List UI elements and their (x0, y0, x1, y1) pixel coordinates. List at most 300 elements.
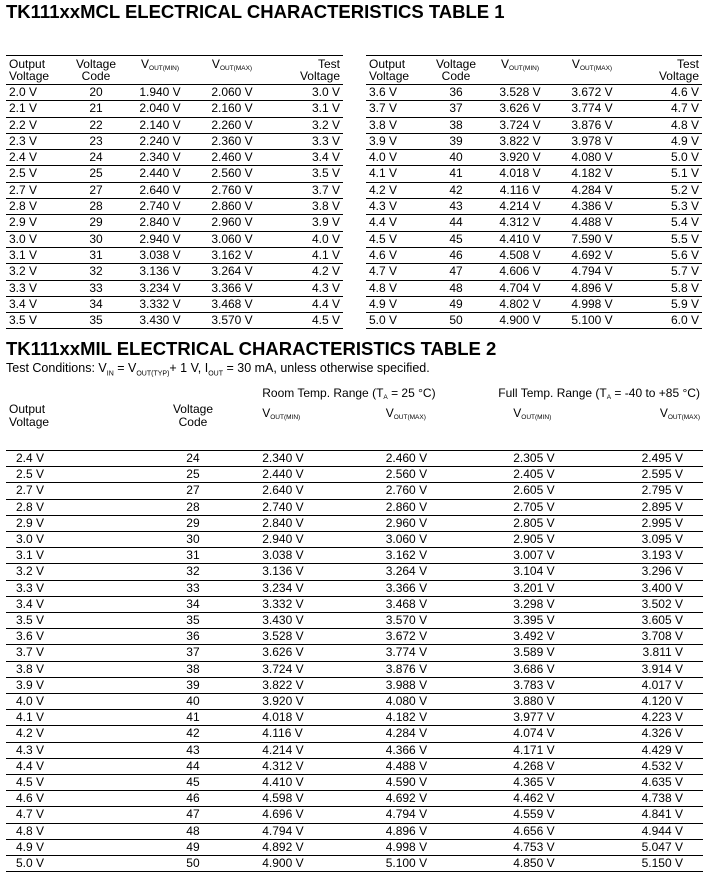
table-cell: 4.018 V (259, 710, 382, 726)
table-cell: 3.626 V (484, 101, 556, 117)
table-cell: 2.640 V (124, 182, 196, 198)
table-cell: 4.284 V (556, 182, 628, 198)
table-cell: 36 (127, 629, 260, 645)
header-text: Room Temp. Range (T (262, 386, 384, 400)
table-row (6, 856, 703, 872)
table-cell: 2.340 V (259, 451, 382, 467)
header-subscript: OUT(MAX) (219, 65, 253, 72)
table-cell: 4.3 V (6, 742, 127, 758)
table-cell: 42 (428, 182, 484, 198)
table-cell: 39 (428, 133, 484, 149)
table-cell: 4.182 V (556, 166, 628, 182)
table-cell: 49 (127, 839, 260, 855)
table-cell: 3.8 V (6, 661, 127, 677)
table-cell: 3.7 V (366, 101, 428, 117)
header-line: Output (9, 57, 46, 71)
table-cell: 3.822 V (484, 133, 556, 149)
table-cell: 25 (127, 467, 260, 483)
table-cell: 2.0 V (6, 85, 68, 101)
table-row (6, 247, 343, 263)
table-cell: 29 (68, 215, 124, 231)
table-cell: 4.080 V (556, 150, 628, 166)
table-cell: 2.960 V (196, 215, 268, 231)
table-row (6, 775, 703, 791)
table-row (6, 182, 343, 198)
table-cell: 2.140 V (124, 117, 196, 133)
table-cell: 2.060 V (196, 85, 268, 101)
header-symbol: V (385, 406, 394, 420)
table-row (6, 694, 703, 710)
table-cell: 3.978 V (556, 133, 628, 149)
table-cell: 4.606 V (484, 264, 556, 280)
col-vout-min-header (484, 56, 556, 85)
table-cell: 35 (89, 313, 103, 328)
table-cell: 3.366 V (383, 580, 496, 596)
header-symbol: V (211, 57, 220, 71)
table-cell: 5.2 V (628, 182, 702, 198)
table-cell: 4.4 V (6, 758, 127, 774)
table-cell: 4.429 V (625, 742, 703, 758)
table-cell: 23 (68, 133, 124, 149)
table-row (366, 313, 702, 329)
table-cell: 4.802 V (484, 296, 556, 312)
table-cell: 44 (428, 215, 484, 231)
table-cell: 49 (428, 296, 484, 312)
table-cell: 4.3 V (268, 280, 343, 296)
table-cell: 3.774 V (383, 645, 496, 661)
col-output-voltage-header (6, 384, 127, 451)
table-cell: 47 (428, 264, 484, 280)
table-cell: 4.312 V (484, 215, 556, 231)
table-cell: 50 (186, 856, 200, 871)
table-cell: 3.332 V (259, 596, 382, 612)
table-cell: 2.460 V (383, 451, 496, 467)
table-row (6, 677, 703, 693)
table-cell: 3.672 V (383, 629, 496, 645)
table-cell: 2.460 V (196, 150, 268, 166)
table-cell: 4.794 V (383, 807, 496, 823)
table-cell: 28 (127, 499, 260, 515)
table-cell: 4.6 V (628, 85, 702, 101)
header-text: = -40 to +85 °C) (611, 386, 700, 400)
table-row (6, 515, 703, 531)
table-cell: 2.5 V (6, 467, 127, 483)
header-line: Voltage (369, 69, 410, 83)
table-cell: 3.876 V (383, 661, 496, 677)
table-cell: 3.234 V (259, 580, 382, 596)
header-symbol: V (659, 406, 668, 420)
table-row (6, 451, 703, 467)
table-row (366, 199, 702, 215)
table-cell: 3.589 V (495, 645, 625, 661)
table-cell: 3.1 V (268, 101, 343, 117)
table-cell: 24 (127, 451, 260, 467)
table-cell: 2.7 V (6, 182, 68, 198)
table-row (6, 823, 703, 839)
table-row (6, 807, 703, 823)
table-cell: 4.268 V (495, 758, 625, 774)
header-subscript: OUT(MAX) (667, 414, 700, 421)
table-cell: 2.405 V (495, 467, 625, 483)
table-cell: 3.296 V (625, 564, 703, 580)
table-cell: 30 (68, 231, 124, 247)
table-cell: 4.0 V (268, 231, 343, 247)
table-row (6, 580, 703, 596)
table-cell: 2.895 V (625, 499, 703, 515)
table-cell: 4.223 V (625, 710, 703, 726)
table-cell: 4.738 V (625, 791, 703, 807)
header-symbol: V (513, 406, 522, 420)
table-cell: 41 (127, 710, 260, 726)
table-cell: 4.4 V (366, 215, 428, 231)
table-cell: 2.995 V (625, 515, 703, 531)
col-vout-min-header (124, 56, 196, 85)
table-cell: 4.9 V (366, 296, 428, 312)
table-cell: 5.0 V (16, 856, 45, 871)
table-cell: 4.080 V (383, 694, 496, 710)
col-output-voltage-header (366, 56, 428, 85)
table-cell: 3.708 V (625, 629, 703, 645)
table-cell: 3.095 V (625, 532, 703, 548)
test-conditions (6, 361, 430, 378)
table-row (366, 133, 702, 149)
table-cell: 34 (68, 296, 124, 312)
header-line: Code (178, 415, 208, 429)
table-cell: 4.508 V (484, 247, 556, 263)
table-cell: 4.120 V (625, 694, 703, 710)
table-cell: 5.1 V (628, 166, 702, 182)
table-cell: 3.502 V (625, 596, 703, 612)
table-cell: 5.7 V (628, 264, 702, 280)
cond-text: Test Conditions: V (6, 361, 107, 375)
table-row (6, 629, 703, 645)
table-cell: 3.5 V (9, 313, 38, 328)
table-cell: 3.724 V (484, 117, 556, 133)
table-cell: 46 (428, 247, 484, 263)
table-cell: 4.900 V (262, 856, 304, 871)
table-cell: 3.605 V (625, 613, 703, 629)
table-cell: 4.598 V (259, 791, 382, 807)
header-subscript: OUT(MIN) (270, 414, 301, 421)
table-cell: 4.9 V (6, 839, 127, 855)
table-cell: 2.3 V (6, 133, 68, 149)
table-cell: 4.5 V (311, 313, 340, 328)
table-cell: 4.896 V (383, 823, 496, 839)
table-cell: 3.492 V (495, 629, 625, 645)
table-cell: 2.960 V (383, 515, 496, 531)
table-cell: 24 (68, 150, 124, 166)
header-line: Code (81, 69, 111, 83)
table-cell: 2.760 V (383, 483, 496, 499)
table-row (6, 532, 703, 548)
table-cell: 4.410 V (259, 775, 382, 791)
table-cell: 4.841 V (625, 807, 703, 823)
table-cell: 4.326 V (625, 726, 703, 742)
table-cell: 44 (127, 758, 260, 774)
table-cell: 2.605 V (495, 483, 625, 499)
room-vout-min-header (259, 404, 382, 451)
table-cell: 3.5 V (268, 166, 343, 182)
table-cell: 21 (68, 101, 124, 117)
table-row (6, 548, 703, 564)
table-cell: 3.4 V (6, 596, 127, 612)
table-row (6, 483, 703, 499)
table-cell: 3.822 V (259, 677, 382, 693)
table-cell: 4.365 V (495, 775, 625, 791)
table-cell: 33 (127, 580, 260, 596)
table-row (366, 264, 702, 280)
table-cell: 4.998 V (383, 839, 496, 855)
table-row (6, 280, 343, 296)
table-cell: 48 (428, 280, 484, 296)
table-cell: 31 (127, 548, 260, 564)
table-cell: 2.940 V (259, 532, 382, 548)
table-row (366, 247, 702, 263)
table-cell: 27 (68, 182, 124, 198)
table-cell: 2.705 V (495, 499, 625, 515)
table-cell: 3.366 V (196, 280, 268, 296)
header-line: Voltage (9, 415, 50, 429)
table-cell: 4.116 V (484, 182, 556, 198)
table-row (6, 499, 703, 515)
header-subscript: OUT(MIN) (521, 414, 552, 421)
table-cell: 3.3 V (6, 280, 68, 296)
table-row (366, 117, 702, 133)
table-cell: 3.0 V (6, 231, 68, 247)
table-cell: 3.724 V (259, 661, 382, 677)
header-symbol: V (262, 406, 271, 420)
table-cell: 5.047 V (625, 839, 703, 855)
table-cell: 2.5 V (6, 166, 68, 182)
table-cell: 4.896 V (556, 280, 628, 296)
table-cell: 2.8 V (6, 499, 127, 515)
table-cell: 2.495 V (625, 451, 703, 467)
header-line: Test (317, 57, 340, 71)
table-cell: 2.840 V (124, 215, 196, 231)
header-line: Voltage (9, 69, 50, 83)
table-cell: 4.410 V (484, 231, 556, 247)
table-cell: 4.8 V (366, 280, 428, 296)
table-cell: 2.740 V (259, 499, 382, 515)
table-cell: 3.2 V (6, 564, 127, 580)
table-cell: 3.162 V (383, 548, 496, 564)
table-cell: 37 (428, 101, 484, 117)
table-row (366, 166, 702, 182)
table-cell: 3.528 V (484, 85, 556, 101)
table-cell: 2.940 V (124, 231, 196, 247)
table-cell: 38 (127, 661, 260, 677)
header-subscript: OUT(MIN) (509, 65, 539, 72)
table-cell: 48 (127, 823, 260, 839)
table-cell: 5.5 V (628, 231, 702, 247)
table-cell: 36 (428, 85, 484, 101)
table-cell: 3.193 V (625, 548, 703, 564)
table-cell: 2.640 V (259, 483, 382, 499)
table-row (366, 85, 702, 101)
table-cell: 2.040 V (124, 101, 196, 117)
table-cell: 3.914 V (625, 661, 703, 677)
table1-title: TK111xxMCL ELECTRICAL CHARACTERISTICS TABLE 1 (6, 1, 505, 22)
table-cell: 3.6 V (6, 629, 127, 645)
table-cell: 47 (127, 807, 260, 823)
header-subscript: A (383, 394, 388, 401)
header-subscript: OUT(MAX) (393, 414, 426, 421)
table-cell: 4.2 V (268, 264, 343, 280)
table-cell: 3.570 V (211, 313, 253, 328)
table-row (6, 231, 343, 247)
table-row (6, 758, 703, 774)
table-cell: 39 (127, 677, 260, 693)
table-cell: 3.060 V (196, 231, 268, 247)
table-cell: 28 (68, 199, 124, 215)
table-cell: 2.9 V (6, 215, 68, 231)
table-cell: 32 (127, 564, 260, 580)
table-cell: 3.686 V (495, 661, 625, 677)
table-cell: 2.8 V (6, 199, 68, 215)
table-cell: 4.488 V (383, 758, 496, 774)
table-row (6, 742, 703, 758)
table-cell: 4.559 V (495, 807, 625, 823)
table-cell: 3.1 V (6, 247, 68, 263)
table-cell: 3.570 V (383, 613, 496, 629)
table-cell: 4.488 V (556, 215, 628, 231)
table-cell: 4.753 V (495, 839, 625, 855)
header-text: Full Temp. Range (T (498, 386, 607, 400)
table-cell: 3.783 V (495, 677, 625, 693)
table-cell: 2.305 V (495, 451, 625, 467)
full-temp-header (495, 384, 703, 404)
table-cell: 3.201 V (495, 580, 625, 596)
table-cell: 3.8 V (366, 117, 428, 133)
table-cell: 3.038 V (124, 247, 196, 263)
table-cell: 5.4 V (628, 215, 702, 231)
table-cell: 3.2 V (6, 264, 68, 280)
table-cell: 4.284 V (383, 726, 496, 742)
table-cell: 5.3 V (628, 199, 702, 215)
table-cell: 3.774 V (556, 101, 628, 117)
table-cell: 38 (428, 117, 484, 133)
table-cell: 3.988 V (383, 677, 496, 693)
table-cell: 4.892 V (259, 839, 382, 855)
table-cell: 3.9 V (6, 677, 127, 693)
table-cell: 3.395 V (495, 613, 625, 629)
table-cell: 35 (127, 613, 260, 629)
table-cell: 30 (127, 532, 260, 548)
col-vout-max-header (556, 56, 628, 85)
table1-right (366, 55, 702, 329)
table-cell: 5.100 V (385, 856, 428, 871)
table-cell: 2.4 V (6, 150, 68, 166)
table-row (6, 166, 343, 182)
table-cell: 3.430 V (139, 313, 181, 328)
table-cell: 4.8 V (6, 823, 127, 839)
table-cell: 4.692 V (383, 791, 496, 807)
header-line: Code (441, 69, 471, 83)
table-row (6, 726, 703, 742)
table-cell: 22 (68, 117, 124, 133)
table-cell: 2.360 V (196, 133, 268, 149)
table-cell: 5.8 V (628, 280, 702, 296)
table-cell: 3.672 V (556, 85, 628, 101)
table-cell: 2.7 V (6, 483, 127, 499)
room-temp-header (259, 384, 495, 404)
table-cell: 3.5 V (6, 613, 127, 629)
table-cell: 2.860 V (383, 499, 496, 515)
table-cell: 3.528 V (259, 629, 382, 645)
table-row (366, 296, 702, 312)
table-cell: 4.944 V (625, 823, 703, 839)
table-cell: 3.468 V (196, 296, 268, 312)
table-cell: 2.440 V (259, 467, 382, 483)
full-vout-min-header (495, 404, 625, 451)
table-cell: 20 (68, 85, 124, 101)
table-cell: 3.3 V (6, 580, 127, 596)
table-cell: 2.805 V (495, 515, 625, 531)
table-cell: 4.2 V (6, 726, 127, 742)
table-cell: 4.214 V (484, 199, 556, 215)
table-cell: 3.0 V (268, 85, 343, 101)
col-voltage-code-header (68, 56, 124, 85)
table-cell: 3.920 V (484, 150, 556, 166)
table-cell: 5.9 V (628, 296, 702, 312)
table-cell: 29 (127, 515, 260, 531)
table-cell: 4.0 V (6, 694, 127, 710)
table-cell: 27 (127, 483, 260, 499)
table-cell: 3.162 V (196, 247, 268, 263)
table-cell: 2.440 V (124, 166, 196, 182)
table-cell: 4.794 V (556, 264, 628, 280)
table-cell: 2.1 V (6, 101, 68, 117)
table-cell: 3.7 V (6, 645, 127, 661)
table-cell: 4.900 V (499, 313, 541, 328)
table-cell: 1.940 V (124, 85, 196, 101)
header-line: Voltage (658, 69, 699, 83)
table-cell: 2.240 V (124, 133, 196, 149)
table-cell: 3.1 V (6, 548, 127, 564)
table-cell: 3.811 V (625, 645, 703, 661)
table-row (6, 710, 703, 726)
table-cell: 45 (127, 775, 260, 791)
table-cell: 5.100 V (571, 313, 613, 328)
table-cell: 3.8 V (268, 199, 343, 215)
table-cell: 45 (428, 231, 484, 247)
table-cell: 4.9 V (628, 133, 702, 149)
table-cell: 5.0 V (628, 150, 702, 166)
table-cell: 4.692 V (556, 247, 628, 263)
cond-text: = V (113, 361, 137, 375)
table-cell: 3.6 V (366, 85, 428, 101)
header-line: Test (676, 57, 699, 71)
header-subscript: OUT(MIN) (149, 65, 179, 72)
table1-right-header-row (366, 56, 702, 85)
table-cell: 3.007 V (495, 548, 625, 564)
table-cell: 3.136 V (259, 564, 382, 580)
table-cell: 2.9 V (6, 515, 127, 531)
table-cell: 4.1 V (6, 710, 127, 726)
table-cell: 41 (428, 166, 484, 182)
table-cell: 4.656 V (495, 823, 625, 839)
full-vout-max-header (625, 404, 703, 451)
header-line: Voltage (75, 57, 117, 71)
table-row (6, 101, 343, 117)
table-cell: 3.9 V (366, 133, 428, 149)
header-line: Voltage (299, 69, 340, 83)
table-cell: 46 (127, 791, 260, 807)
table-row (366, 215, 702, 231)
table-cell: 3.264 V (196, 264, 268, 280)
header-line: Output (369, 57, 406, 71)
table-row (6, 839, 703, 855)
